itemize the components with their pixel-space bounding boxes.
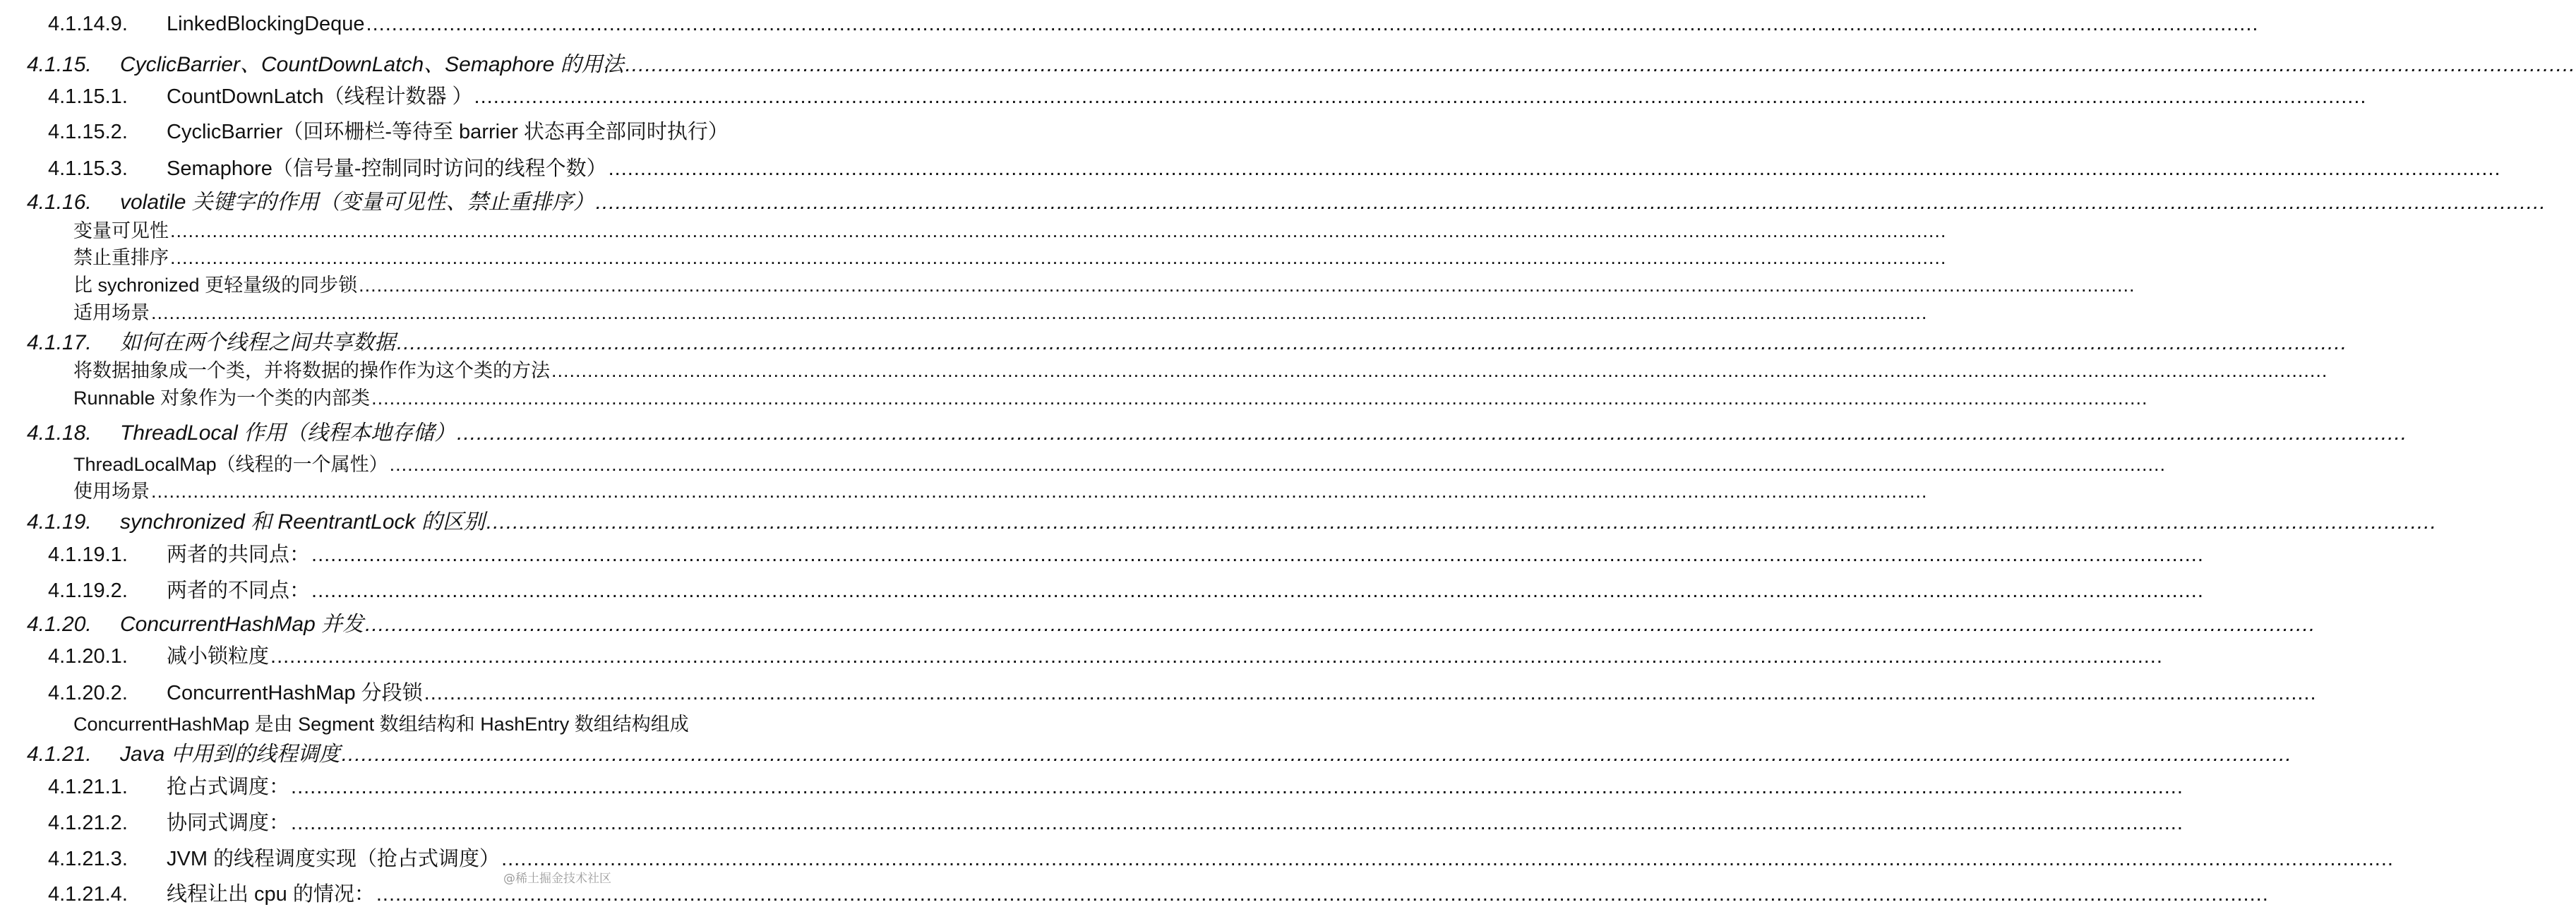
toc-entry-number: 4.1.19.1. [48,543,128,566]
toc-entry[interactable] [0,606,635,637]
toc-entry-title: CyclicBarrier、CountDownLatch、Semaphore 的用法 [120,53,624,76]
toc-entry-title: 比 sychronized 更轻量级的同步锁 [73,275,358,296]
toc-entry[interactable] [0,242,635,270]
toc-entry[interactable] [0,476,635,503]
toc-entry-title: CountDownLatch（线程计数器 ） [167,85,473,108]
toc-entry-title: CyclicBarrier（回环栅栏-等待至 barrier 状态再全部同时执行） [167,121,729,143]
toc-entry-title: Runnable 对象作为一个类的内部类 [73,388,371,409]
dot-leader [291,776,2183,799]
dot-leader [457,421,2407,445]
toc-entry-number: 4.1.21. [27,743,92,766]
dot-leader [311,579,2204,603]
toc-entry-title: ThreadLocal 作用（线程本地存储） [120,421,456,445]
dot-leader [376,883,2269,906]
dot-leader [424,682,2317,705]
toc-entry[interactable] [0,709,689,736]
toc-entry-title: 线程让出 cpu 的情况： [167,883,375,906]
toc-entry[interactable] [0,80,635,109]
toc-entry[interactable] [0,47,635,78]
toc-entry-title: ConcurrentHashMap 并发 [120,613,364,636]
dot-leader [170,247,1946,269]
toc-entry-number: 4.1.16. [27,191,92,214]
toc-entry[interactable] [0,736,635,767]
toc-entry-number: 4.1.20. [27,613,92,636]
dot-leader [390,454,2166,476]
dot-leader [366,13,2259,36]
toc-entry[interactable] [0,215,635,243]
toc-entry-number: 4.1.17. [27,331,92,354]
toc-entry[interactable] [0,184,635,215]
table-of-contents [0,0,729,906]
toc-entry-title: 变量可见性 [73,220,169,241]
dot-leader [474,85,2367,109]
toc-entry-title: 两者的不同点： [167,579,311,602]
dot-leader [501,848,2394,871]
dot-leader [397,331,2347,355]
toc-entry-title: 使用场景 [73,481,150,502]
toc-entry-title: 抢占式调度： [167,776,290,798]
toc-entry[interactable] [0,152,635,181]
toc-entry[interactable] [0,270,635,297]
dot-leader [170,220,1946,242]
toc-entry-number: 4.1.21.4. [48,883,128,906]
toc-entry-title: JVM 的线程调度实现（抢占式调度） [167,848,501,870]
dot-leader [151,302,1927,324]
toc-entry-number: 4.1.14.9. [48,13,128,35]
toc-entry-title: 将数据抽象成一个类，并将数据的操作作为这个类的方法 [73,360,550,381]
toc-entry-title: 禁止重排序 [73,247,169,268]
toc-entry-title: volatile 关键字的作用（变量可见性、禁止重排序） [120,191,594,214]
dot-leader [270,645,2163,668]
toc-entry-number: 4.1.19. [27,510,92,534]
toc-entry-title: Java 中用到的线程调度 [120,743,340,766]
toc-entry-number: 4.1.15.1. [48,85,128,108]
toc-entry-number: 4.1.21.2. [48,812,128,834]
dot-leader [486,510,2437,534]
toc-entry[interactable] [0,807,635,836]
toc-entry-number: 4.1.21.3. [48,848,128,870]
toc-entry-number: 4.1.21.1. [48,776,128,798]
toc-entry-title: ThreadLocalMap（线程的一个属性） [73,454,388,475]
dot-leader [609,157,2501,181]
toc-entry-number: 4.1.20.2. [48,682,128,704]
toc-entry[interactable] [0,13,635,36]
toc-entry[interactable] [0,504,635,535]
toc-entry-title: 如何在两个线程之间共享数据 [120,331,395,354]
dot-leader [551,360,2328,382]
toc-entry[interactable] [0,843,635,872]
dot-leader [151,481,1927,503]
dot-leader [365,613,2316,637]
dot-leader [342,743,2292,767]
toc-entry-number: 4.1.19.2. [48,579,128,602]
toc-entry-title: synchronized 和 ReentrantLock 的区别 [120,510,485,534]
toc-entry[interactable] [0,539,635,567]
dot-leader [359,275,2135,296]
toc-entry[interactable] [0,355,635,383]
toc-entry-title: Semaphore（信号量-控制同时访问的线程个数） [167,157,607,180]
toc-entry[interactable] [0,116,729,145]
toc-entry[interactable] [0,449,635,476]
toc-entry-title: 减小锁粒度 [167,645,270,668]
toc-entry-title: ConcurrentHashMap 是由 Segment 数组结构和 HashEntry 数组结构组成 [73,714,689,735]
toc-entry[interactable] [0,297,635,325]
dot-leader [291,812,2183,835]
toc-entry-title: 协同式调度： [167,812,290,834]
toc-entry-number: 4.1.15. [27,53,92,76]
toc-entry-title: 两者的共同点： [167,543,311,566]
toc-entry-title: ConcurrentHashMap 分段锁 [167,682,423,704]
toc-entry-title: 适用场景 [73,302,150,323]
toc-entry[interactable] [0,771,635,800]
toc-entry[interactable] [0,640,635,669]
toc-entry[interactable] [0,575,635,603]
dot-leader [311,543,2204,567]
toc-entry-number: 4.1.15.3. [48,157,128,180]
toc-entry[interactable] [0,677,635,706]
dot-leader [596,191,2546,215]
toc-entry-title: LinkedBlockingDeque [167,13,365,35]
toc-entry[interactable] [0,325,635,356]
toc-entry[interactable] [0,383,635,410]
dot-leader [625,53,2576,77]
toc-entry-number: 4.1.15.2. [48,121,128,143]
toc-entry-number: 4.1.20.1. [48,645,128,668]
watermark-text: @稀土掘金技术社区 [501,868,614,886]
toc-entry-number: 4.1.18. [27,421,92,445]
toc-entry[interactable] [0,415,635,446]
dot-leader [371,388,2147,409]
